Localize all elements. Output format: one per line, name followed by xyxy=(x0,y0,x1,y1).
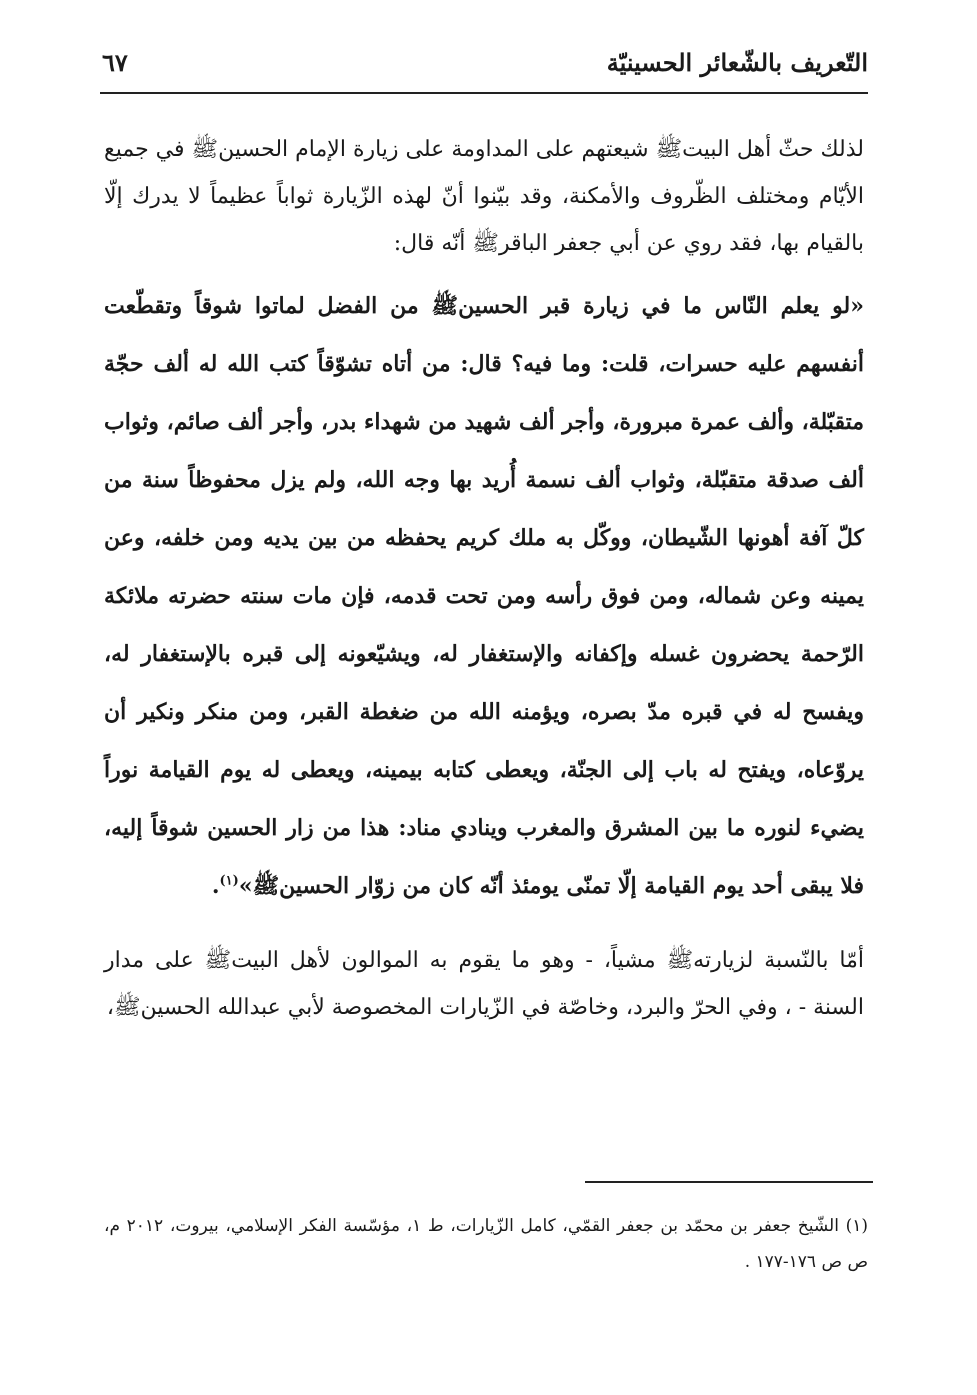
hadith-quote-paragraph xyxy=(104,277,864,915)
hadith-quote-text: «لو يعلم النّاس ما في زيارة قبر الحسينﷺ من الفضل لماتوا شوقاً وتقطّعت أنفسهم عليه حسرات، قلت: وما فيه؟ قال: من أتاه تشوّقاً كتب الله له ألف حجّة متقبّلة، وألف عمرة مبرورة، وأجر ألف شهيد من شهداء بدر، وأجر ألف صائم، وثواب ألف صدقة متقبّلة، وثواب ألف نسمة أُريد بها وجه الله، ولم يزل محفوظاً سنة من كلّ آفة أهونها الشّيطان، ووكّل به ملك كريم يحفظه من بين يديه ومن خلفه، وعن يمينه وعن شماله، ومن فوق رأسه ومن تحت قدمه، فإن مات سنته حضرته ملائكة الرّحمة يحضرون غسله وإكفانه والإستغفار له، ويشيّعونه إلى قبره بالإستغفار له، ويفسح له في قبره مدّ بصره، ويؤمنه الله من ضغطة القبر، ومن منكر ونكير أن يروّعاه، ويفتح له باب إلى الجنّة، ويعطى كتابه بيمينه، ويعطى له يوم القيامة نوراً يضيء لنوره ما بين المشرق والمغرب وينادي مناد: هذا من زار الحسين شوقاً إليه، فلا يبقى أحد يوم القيامة إلّا تمنّى يومئذ أنّه كان من زوّار الحسينﷺ» xyxy=(104,293,864,899)
footnote-divider xyxy=(585,1181,873,1183)
footnote: (١) الشّيخ جعفر بن محمّد بن جعفر القمّي، كامل الزّيارات، ط ١، مؤسّسة الفكر الإسلامي، بيروت، ٢٠١٢ م، ص ص ١٧٦-١٧٧ . xyxy=(104,1216,868,1272)
footnote-reference: (١) xyxy=(219,873,239,889)
page-header xyxy=(100,46,868,86)
header-divider xyxy=(100,92,868,94)
page-number: ٦٧ xyxy=(102,48,128,77)
intro-paragraph: لذلك حثّ أهل البيتﷺ شيعتهم على المداومة على زيارة الإمام الحسينﷺ في جميع الأيّام ومختلف الظّروف والأمكنة، وقد بيّنوا أنّ لهذه الزّيارة ثواباً عظيماً لا يدرك إلّا بالقيام بها، فقد روي عن أبي جعفر الباقرﷺ أنّه قال: xyxy=(104,137,864,256)
quote-end-mark: . xyxy=(211,873,220,899)
running-title: التّعريف بالشّعائر الحسينيّة xyxy=(606,48,868,77)
page-body xyxy=(104,126,864,1031)
following-paragraph: أمّا بالنّسبة لزيارتهﷺ مشياً، - وهو ما يقوم به الموالون لأهل البيتﷺ على مدار السنة - ، وفي الحرّ والبرد، وخاصّة في الزّيارات المخصوصة لأبي عبدالله الحسينﷺ، xyxy=(104,948,864,1020)
